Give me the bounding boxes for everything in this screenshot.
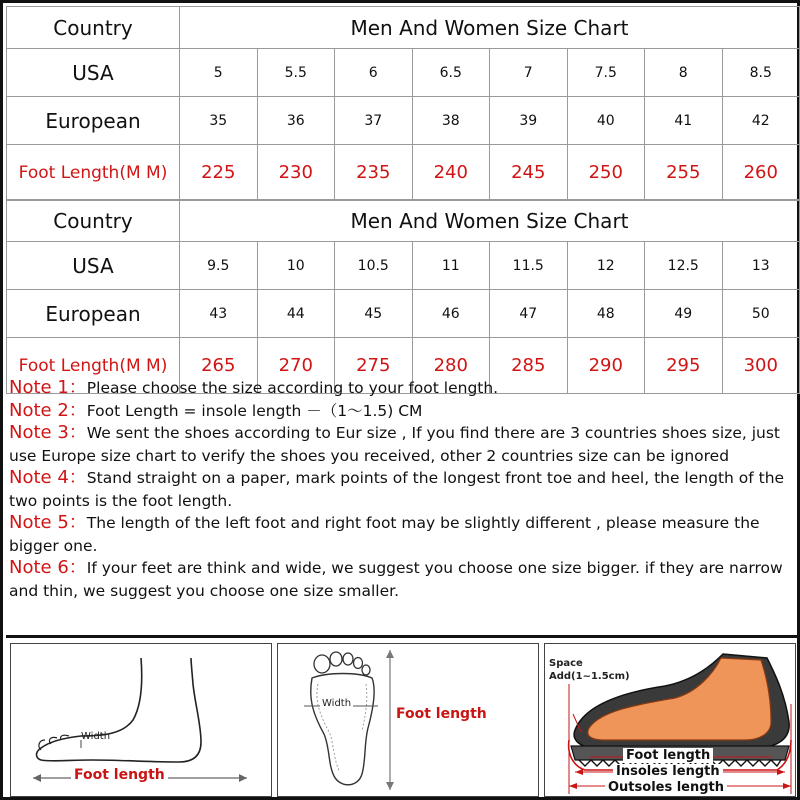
size-table-1 [6, 6, 800, 201]
size-cell: 39 [490, 97, 568, 145]
note-2 [9, 400, 799, 423]
size-cell: 46 [412, 290, 490, 338]
note-3 [9, 422, 799, 467]
space-label: Space [549, 658, 583, 669]
length-cell: 255 [645, 145, 723, 201]
european-row [7, 97, 800, 145]
size-cell: 5 [180, 49, 258, 97]
add-label: Add(1~1.5cm) [549, 671, 630, 682]
section-divider [6, 635, 800, 638]
note-text: We sent the shoes according to Eur size , If you find there are 3 countries shoes size, just use Europe size chart to verify the shoes you received, other 2 countries size can be ignored [9, 424, 780, 465]
size-cell: 12.5 [645, 242, 723, 290]
size-cell: 44 [257, 290, 335, 338]
foot-sole-view-panel [277, 643, 539, 797]
foot-length-label: Foot length [396, 706, 487, 722]
size-cell: 43 [180, 290, 258, 338]
length-cell: 290 [567, 338, 645, 394]
length-cell: 275 [335, 338, 413, 394]
notes-section [9, 377, 799, 602]
note-text: Foot Length = insole length －（1～1.5) CM [86, 401, 423, 420]
size-cell: 10.5 [335, 242, 413, 290]
size-cell: 6.5 [412, 49, 490, 97]
size-cell: 41 [645, 97, 723, 145]
note-label: Note 2： [9, 399, 87, 421]
chart-title: Men And Women Size Chart [180, 200, 800, 242]
note-1 [9, 377, 799, 400]
table-header-row [7, 200, 800, 242]
note-text: If your feet are think and wide, we suggest you choose one size bigger. if they are narrow and thin, we suggest you choose one size smaller. [9, 559, 783, 600]
length-cell: 295 [645, 338, 723, 394]
size-cell: 50 [722, 290, 800, 338]
insoles-length-label: Insoles length [613, 764, 723, 779]
size-cell: 12 [567, 242, 645, 290]
note-5 [9, 512, 799, 557]
measurement-illustrations [6, 639, 800, 800]
note-label: Note 1： [9, 377, 87, 398]
note-label: Note 6： [9, 557, 87, 578]
size-cell: 7 [490, 49, 568, 97]
foot-length-row [7, 145, 800, 201]
size-cell: 45 [335, 290, 413, 338]
length-cell: 280 [412, 338, 490, 394]
size-cell: 11.5 [490, 242, 568, 290]
row-label: Foot Length(M M) [7, 145, 180, 201]
length-cell: 250 [567, 145, 645, 201]
european-row [7, 290, 800, 338]
size-cell: 10 [257, 242, 335, 290]
size-cell: 13 [722, 242, 800, 290]
size-cell: 40 [567, 97, 645, 145]
usa-row [7, 49, 800, 97]
outsoles-length-label: Outsoles length [605, 780, 727, 795]
foot-side-view-panel [10, 643, 272, 797]
country-label: Country [7, 7, 180, 49]
row-label: European [7, 290, 180, 338]
chart-title: Men And Women Size Chart [180, 7, 800, 49]
shoe-view-panel [544, 643, 796, 797]
foot-length-label: Foot length [623, 748, 713, 763]
length-cell: 285 [490, 338, 568, 394]
length-cell: 300 [722, 338, 800, 394]
length-cell: 260 [722, 145, 800, 201]
length-cell: 240 [412, 145, 490, 201]
country-label: Country [7, 200, 180, 242]
table-header-row [7, 7, 800, 49]
size-cell: 35 [180, 97, 258, 145]
length-cell: 265 [180, 338, 258, 394]
row-label: Foot Length(M M) [7, 338, 180, 394]
size-cell: 6 [335, 49, 413, 97]
size-cell: 8 [645, 49, 723, 97]
note-label: Note 3： [9, 422, 87, 443]
size-cell: 9.5 [180, 242, 258, 290]
size-cell: 49 [645, 290, 723, 338]
size-cell: 8.5 [722, 49, 800, 97]
width-label: Width [322, 698, 352, 709]
length-cell: 225 [180, 145, 258, 201]
note-text: Please choose the size according to your foot length. [86, 379, 499, 397]
length-cell: 230 [257, 145, 335, 201]
note-label: Note 4： [9, 467, 87, 488]
note-text: The length of the left foot and right foot may be slightly different , please measure the bigger one. [9, 514, 760, 555]
foot-length-label: Foot length [71, 767, 168, 783]
row-label: USA [7, 242, 180, 290]
row-label: USA [7, 49, 180, 97]
size-cell: 7.5 [567, 49, 645, 97]
size-cell: 42 [722, 97, 800, 145]
length-cell: 245 [490, 145, 568, 201]
size-cell: 11 [412, 242, 490, 290]
size-cell: 48 [567, 290, 645, 338]
length-cell: 270 [257, 338, 335, 394]
note-text: Stand straight on a paper, mark points of the longest front toe and heel, the length of the two points is the foot length. [9, 469, 785, 510]
length-cell: 235 [335, 145, 413, 201]
row-label: European [7, 97, 180, 145]
note-4 [9, 467, 799, 512]
usa-row [7, 242, 800, 290]
size-cell: 37 [335, 97, 413, 145]
note-label: Note 5： [9, 512, 87, 533]
size-cell: 5.5 [257, 49, 335, 97]
size-cell: 36 [257, 97, 335, 145]
width-label: Width [81, 731, 111, 742]
size-table-2 [6, 199, 800, 394]
size-cell: 38 [412, 97, 490, 145]
size-cell: 47 [490, 290, 568, 338]
note-6 [9, 557, 799, 602]
